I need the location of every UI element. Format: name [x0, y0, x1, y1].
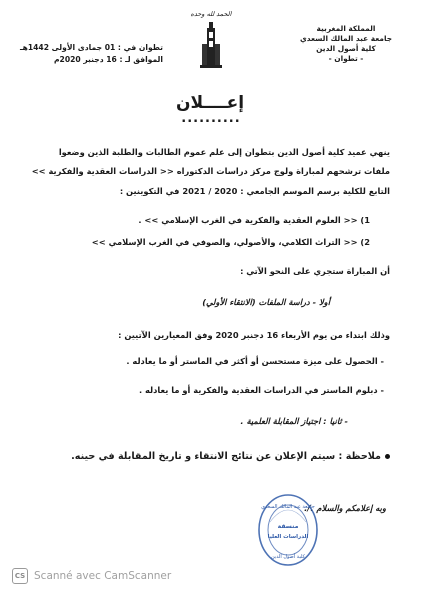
camscanner-logo: CS — [12, 568, 28, 584]
institution-line: كلية أصول الدين — [316, 44, 376, 53]
criterion-1: - الحصول على ميزة مستحسن أو أكثر في الماستر أو ما يعادله . — [126, 356, 384, 366]
procedure-line: أن المباراة ستجري على النحو الآتي : — [240, 266, 390, 276]
criteria-intro: وذلك ابتداء من يوم الأربعاء 16 دجنبر 2020 وفق المعيارين الآتيين : — [118, 330, 390, 340]
stamp-center-text-2: الدراسات العليا — [267, 534, 309, 540]
institution-block — [286, 24, 406, 64]
institution-line: المملكة المغربية — [316, 24, 376, 33]
stamp-bottom-text: كلية أصول الدين — [271, 554, 305, 560]
institution-line: - تطوان - — [328, 54, 364, 63]
stamp-ring-text: جامعة عبد المالك السعدي — [261, 504, 315, 510]
date-hijri: تطوان في : 01 جمادى الأولى 1442هـ — [19, 43, 163, 52]
camscanner-watermark: Scanné avec CamScanner — [34, 570, 172, 582]
date-gregorian: الموافق لـ : 16 دجنبر 2020م — [53, 55, 163, 64]
university-tower-logo — [198, 20, 224, 70]
criterion-2: - دبلوم الماستر في الدراسات العقدية والفكرية أو ما يعادله . — [138, 385, 384, 395]
stamp-center-text-1: منسقة — [277, 523, 299, 530]
track-2: 2) << التراث الكلامي، والأصولي، والصوفي في الغرب الإسلامي >> — [91, 237, 370, 247]
title-dots: .......... — [181, 111, 241, 126]
official-stamp — [256, 492, 320, 568]
intro-line-3: التابع للكلية برسم الموسم الجامعي : 2020 / 2021 في التكوينين : — [119, 186, 390, 196]
intro-line-1: ينهي عميد كلية أصول الدين بتطوان إلى علم عموم الطالبات والطلبة الذين وضعوا — [58, 147, 390, 157]
bullet-icon — [385, 454, 390, 459]
note-line — [71, 451, 390, 462]
closing-line: وبه إعلامكم والسلام ./. — [304, 503, 386, 513]
basmala: الحمد لله وحده — [190, 10, 232, 18]
date-block — [19, 42, 163, 66]
note-text: ملاحظة : سيتم الإعلان عن نتائج الانتقاء و تاريخ المقابلة في حينه. — [71, 451, 381, 462]
track-1: 1) << العلوم العقدية والفكرية في الغرب الإسلامي >> . — [138, 215, 370, 225]
step-2: - ثانيا : اجتياز المقابلة العلمية . — [240, 416, 348, 426]
institution-line: جامعة عبد المالك السعدي — [299, 34, 393, 43]
intro-line-2: ملفات ترشحهم لمباراة ولوج مركز دراسات الدكتوراه << الدراسات العقدية والفكرية >> — [31, 166, 390, 176]
step-1: أولا - دراسة الملفات (الانتقاء الأولي) — [202, 297, 330, 307]
announcement-title: إعــــلان — [175, 93, 245, 113]
